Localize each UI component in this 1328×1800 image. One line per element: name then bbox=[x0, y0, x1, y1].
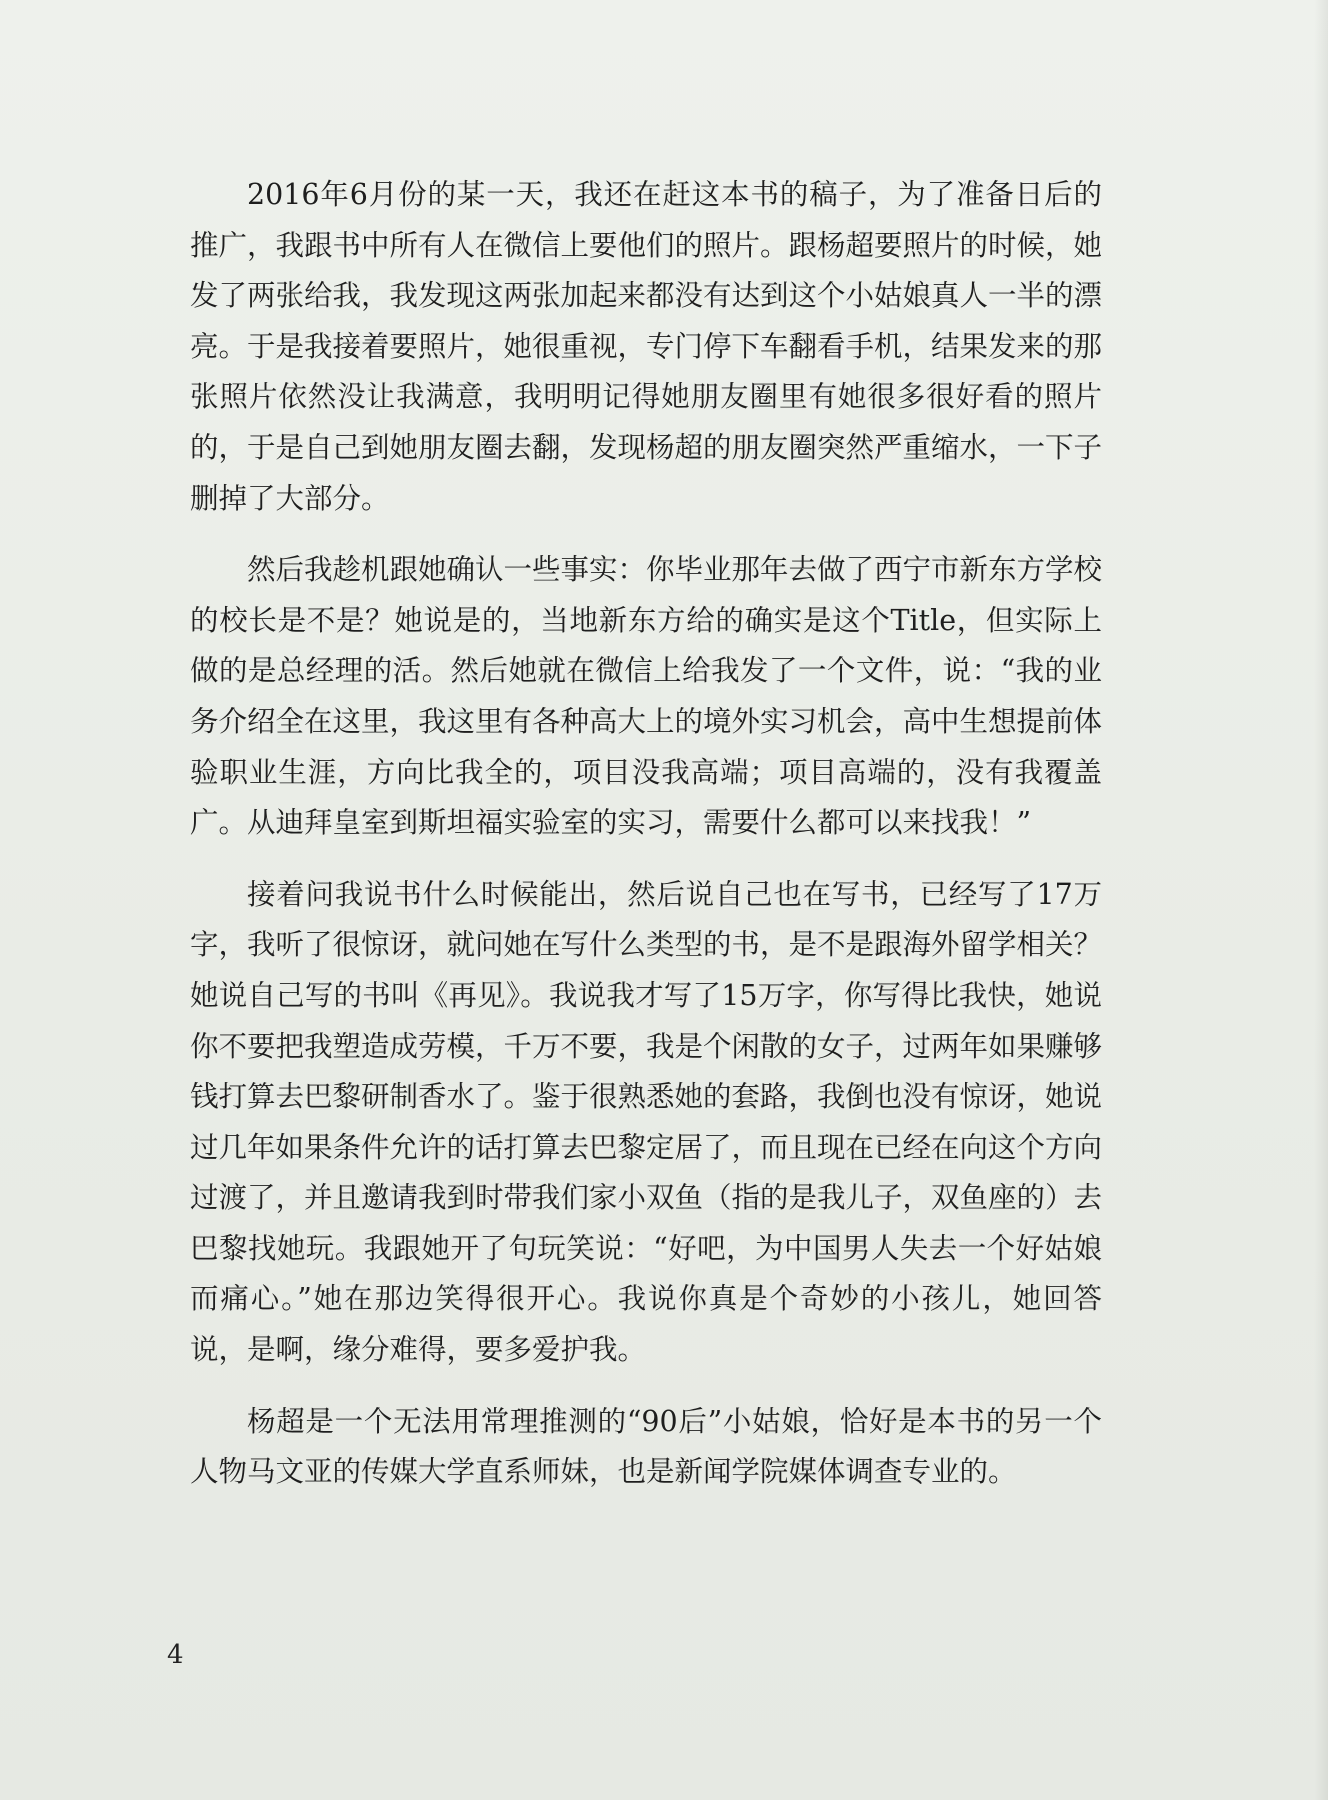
body-text bbox=[190, 170, 1102, 1498]
paragraph-4: 杨超是一个无法用常理推测的“90后”小姑娘，恰好是本书的另一个人物马文亚的传媒大学直系师妹，也是新闻学院媒体调查专业的。 bbox=[190, 1404, 1102, 1489]
paragraph-1: 2016年6月份的某一天，我还在赶这本书的稿子，为了准备日后的推广，我跟书中所有人在微信上要他们的照片。跟杨超要照片的时候，她发了两张给我，我发现这两张加起来都没有达到这个小姑娘真人一半的漂亮。于是我接着要照片，她很重视，专门停下车翻看手机，结果发来的那张照片依然没让我满意，我明明记得她朋友圈里有她很多很好看的照片的，于是自己到她朋友圈去翻，发现杨超的朋友圈突然严重缩水，一下子删掉了大部分。 bbox=[190, 178, 1103, 515]
paragraph-3: 接着问我说书什么时候能出，然后说自己也在写书，已经写了17万字，我听了很惊讶，就问她在写什么类型的书，是不是跟海外留学相关？她说自己写的书叫《再见》。我说我才写了15万字，你写得比我快，她说你不要把我塑造成劳模，千万不要，我是个闲散的女子，过两年如果赚够钱打算去巴黎研制香水了。鉴于很熟悉她的套路，我倒也没有惊讶，她说过几年如果条件允许的话打算去巴黎定居了，而且现在已经在向这个方向过渡了，并且邀请我到时带我们家小双鱼（指的是我儿子，双鱼座的）去巴黎找她玩。我跟她开了句玩笑说：“好吧，为中国男人失去一个好姑娘而痛心。”她在那边笑得很开心。我说你真是个奇妙的小孩儿，她回答说，是啊，缘分难得，要多爱护我。 bbox=[190, 877, 1103, 1367]
page-number: 4 bbox=[167, 1640, 184, 1670]
paragraph-2: 然后我趁机跟她确认一些事实：你毕业那年去做了西宁市新东方学校的校长是不是？她说是的，当地新东方给的确实是这个Title，但实际上做的是总经理的活。然后她就在微信上给我发了一个文件，说：“我的业务介绍全在这里，我这里有各种高大上的境外实习机会，高中生想提前体验职业生涯，方向比我全的，项目没我高端；项目高端的，没有我覆盖广。从迪拜皇室到斯坦福实验室的实习，需要什么都可以来找我！” bbox=[190, 553, 1103, 840]
page-edge-shadow bbox=[1314, 0, 1328, 1800]
